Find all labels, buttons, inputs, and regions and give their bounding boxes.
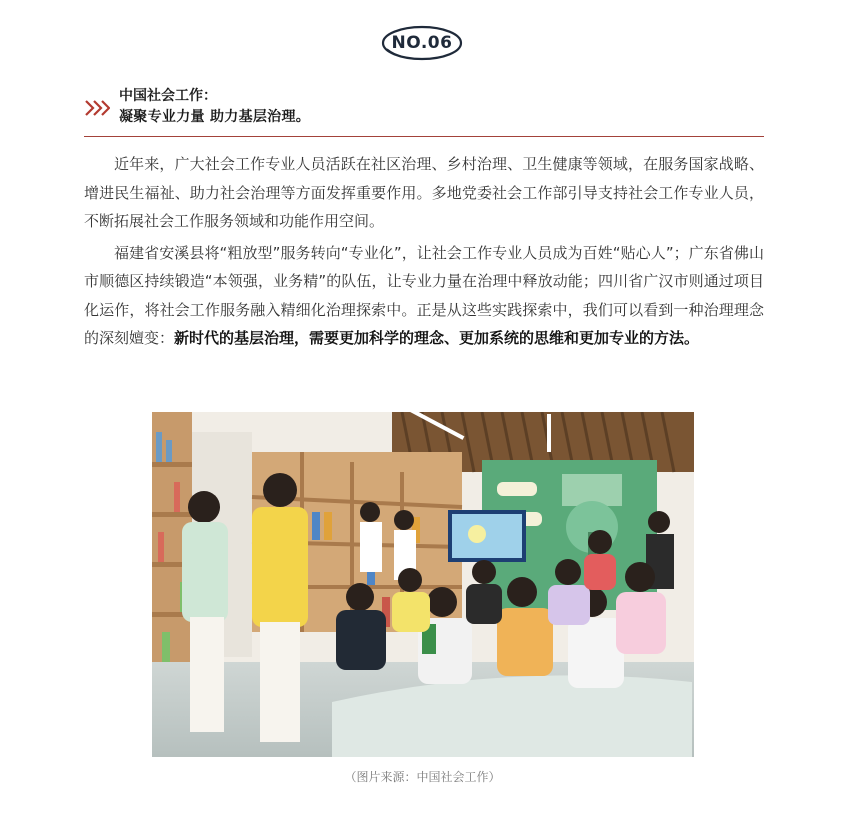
paragraph-2 xyxy=(84,239,764,353)
paragraph-1: 近年来，广大社会工作专业人员活跃在社区治理、乡村治理、卫生健康等领域，在服务国家战略、增进民生福祉、助力社会治理等方面发挥重要作用。多地党委社会工作部引导支持社会工作专业人员，不断拓展社会工作服务领域和功能作用空间。 xyxy=(84,155,764,230)
section-header xyxy=(84,86,764,137)
section-title xyxy=(119,86,310,128)
section-title-line1: 中国社会工作： xyxy=(119,88,217,104)
photo-caption: （图片来源：中国社会工作） xyxy=(344,770,501,784)
issue-number-text: NO.06 xyxy=(391,33,453,53)
article-photo xyxy=(152,412,694,757)
paragraph-2-emphasis: 新时代的基层治理，需要更加科学的理念、更加系统的思维和更加专业的方法。 xyxy=(174,329,700,347)
paragraph-2-text: 福建省安溪县将“粗放型”服务转向“专业化”，让社会工作专业人员成为百姓“贴心人”；广东省佛山市顺德区持续锻造“本领强，业务精”的队伍，让专业力量在治理中释放动能；四川省广汉市则通过项目化运作，将社会工作服务融入精细化治理探索中。正是从这些实践探索中，我们可以看到一种治理理念的深刻嬗变： xyxy=(84,243,764,347)
double-chevron-right-icon xyxy=(84,99,110,117)
issue-number-badge xyxy=(381,24,463,62)
classroom-photo-illustration xyxy=(152,412,694,757)
article-body xyxy=(84,150,764,356)
section-title-line2: 凝聚专业力量 助力基层治理。 xyxy=(119,109,311,125)
